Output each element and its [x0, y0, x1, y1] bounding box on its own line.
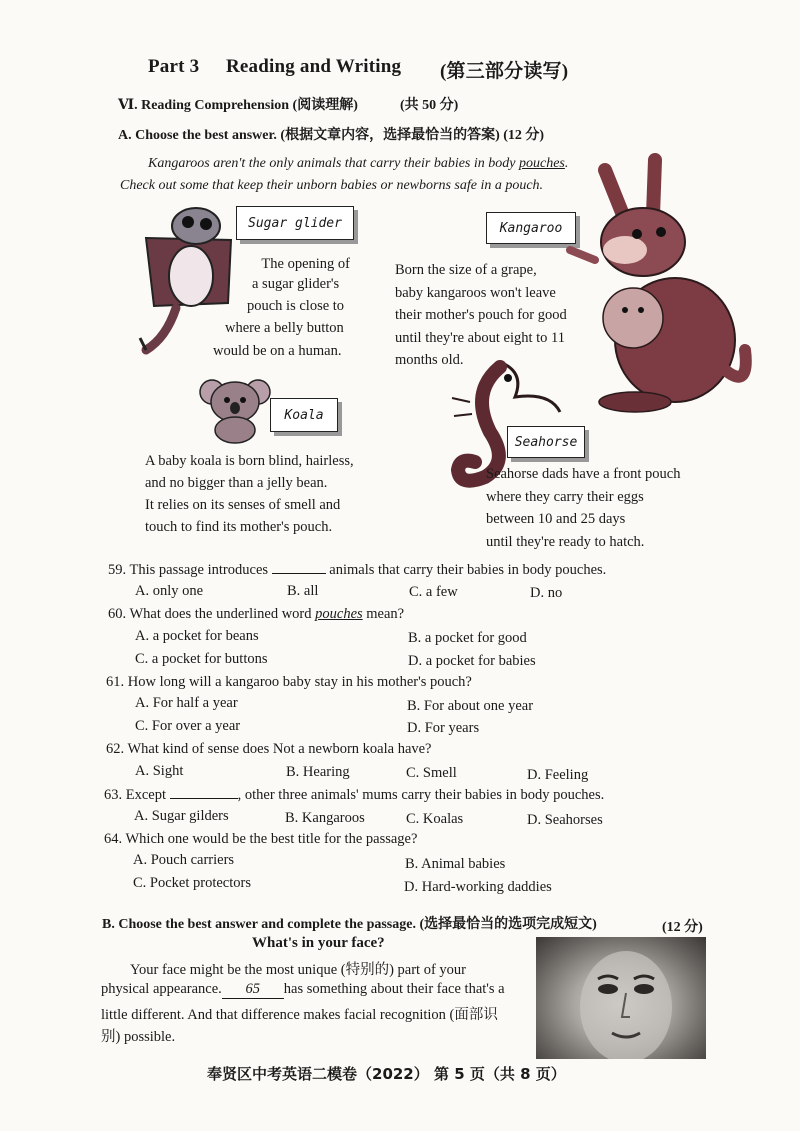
page-footer: 奉贤区中考英语二模卷（2022） 第 5 页（共 8 页）: [207, 1065, 566, 1083]
q63-option-c[interactable]: C. Koalas: [406, 811, 464, 827]
q64-option-a[interactable]: A. Pouch carriers: [133, 852, 235, 868]
q61-option-b[interactable]: B. For about one year: [407, 698, 534, 714]
q60-option-d[interactable]: D. a pocket for babies: [408, 653, 536, 669]
q62-option-b[interactable]: B. Hearing: [286, 764, 350, 780]
kangaroo-line-2: baby kangaroos won't leave: [395, 285, 556, 301]
partA-instruction: A. Choose the best answer. (根据文章内容，选择最恰当的答案) (12 分): [118, 128, 545, 143]
question-61: 61. How long will a kangaroo baby stay in his mother's pouch?: [106, 674, 472, 690]
koala-label: Koala: [270, 398, 338, 432]
section-points: (共 50 分): [400, 98, 459, 113]
q61-option-c[interactable]: C. For over a year: [135, 718, 241, 734]
question-64: 64. Which one would be the best title for the passage?: [104, 831, 418, 847]
q64-option-d[interactable]: D. Hard-working daddies: [404, 879, 552, 895]
q59-option-d[interactable]: D. no: [530, 585, 563, 601]
sugar-glider-line-2: a sugar glider's: [252, 276, 340, 292]
kangaroo-line-1: Born the size of a grape,: [395, 262, 537, 278]
section-heading: Ⅵ. Reading Comprehension (阅读理解): [118, 98, 358, 113]
passage-line-2: physical appearance. 65 has something about their face that's a: [101, 981, 505, 997]
koala-line-1: A baby koala is born blind, hairless,: [145, 453, 354, 469]
seahorse-line-4: until they're ready to hatch.: [486, 534, 645, 550]
koala-illustration: [198, 374, 272, 444]
koala-line-3: It relies on its senses of smell and: [145, 497, 341, 513]
sugar-glider-label: Sugar glider: [236, 206, 354, 240]
part-title-cn: (第三部分读写): [440, 61, 569, 82]
partB-instruction: B. Choose the best answer and complete the passage. (选择最恰当的选项完成短文): [102, 917, 597, 932]
kangaroo-line-5: months old.: [395, 352, 464, 368]
sugar-glider-text: The opening of: [261, 256, 350, 272]
q60-option-c[interactable]: C. a pocket for buttons: [135, 651, 268, 667]
kangaroo-label: Kangaroo: [486, 212, 576, 244]
answer-blank[interactable]: [272, 561, 326, 574]
q64-option-c[interactable]: C. Pocket protectors: [133, 875, 251, 891]
q60-option-a[interactable]: A. a pocket for beans: [135, 628, 259, 644]
question-62: 62. What kind of sense does Not a newborn koala have?: [106, 741, 432, 757]
sugar-glider-line-3: pouch is close to: [247, 298, 345, 314]
q61-option-d[interactable]: D. For years: [407, 720, 480, 736]
passage-line-4: 别) possible.: [101, 1029, 176, 1045]
koala-line-4: touch to find its mother's pouch.: [145, 519, 333, 535]
part-title: Reading and Writing: [226, 56, 402, 77]
seahorse-label: Seahorse: [507, 426, 585, 458]
part-number: Part 3: [148, 56, 200, 77]
face-photo: [536, 937, 706, 1059]
kangaroo-line-4: until they're about eight to 11: [395, 330, 565, 346]
q59-option-a[interactable]: A. only one: [135, 583, 204, 599]
answer-blank[interactable]: [170, 786, 238, 799]
q59-option-b[interactable]: B. all: [287, 583, 319, 599]
koala-line-2: and no bigger than a jelly bean.: [145, 475, 328, 491]
sugar-glider-line-4: where a belly button: [225, 320, 344, 336]
question-60: 60. What does the underlined word pouches mean?: [108, 606, 405, 622]
q62-option-d[interactable]: D. Feeling: [527, 767, 589, 783]
q63-option-b[interactable]: B. Kangaroos: [285, 810, 365, 826]
q60-option-b[interactable]: B. a pocket for good: [408, 630, 527, 646]
seahorse-line-1: Seahorse dads have a front pouch: [486, 466, 681, 482]
kangaroo-line-3: their mother's pouch for good: [395, 307, 567, 323]
q63-option-a[interactable]: A. Sugar gilders: [134, 808, 229, 824]
q64-option-b[interactable]: B. Animal babies: [405, 856, 506, 872]
intro-line-1: Kangaroos aren't the only animals that carry their babies in body pouches.: [148, 156, 569, 171]
passage-line-1: Your face might be the most unique (特别的) part of your: [130, 962, 466, 978]
underlined-word: pouches: [519, 156, 565, 171]
q62-option-c[interactable]: C. Smell: [406, 765, 457, 781]
question-59: 59. This passage introduces animals that carry their babies in body pouches.: [108, 562, 607, 578]
seahorse-line-3: between 10 and 25 days: [486, 511, 626, 527]
intro-line-2: Check out some that keep their unborn babies or newborns safe in a pouch.: [120, 178, 544, 193]
q63-option-d[interactable]: D. Seahorses: [527, 812, 603, 828]
q62-option-a[interactable]: A. Sight: [135, 763, 184, 779]
passage-title: What's in your face?: [252, 935, 385, 951]
question-63: 63. Except , other three animals' mums carry their babies in body pouches.: [104, 787, 605, 803]
blank-65[interactable]: 65: [222, 981, 284, 999]
kangaroo-illustration: [565, 150, 755, 420]
seahorse-line-2: where they carry their eggs: [486, 489, 644, 505]
q61-option-a[interactable]: A. For half a year: [135, 695, 238, 711]
partB-points: (12 分): [662, 920, 703, 935]
passage-line-3: little different. And that difference makes facial recognition (面部识: [101, 1007, 498, 1023]
sugar-glider-line-5: would be on a human.: [213, 343, 342, 359]
q59-option-c[interactable]: C. a few: [409, 584, 458, 600]
